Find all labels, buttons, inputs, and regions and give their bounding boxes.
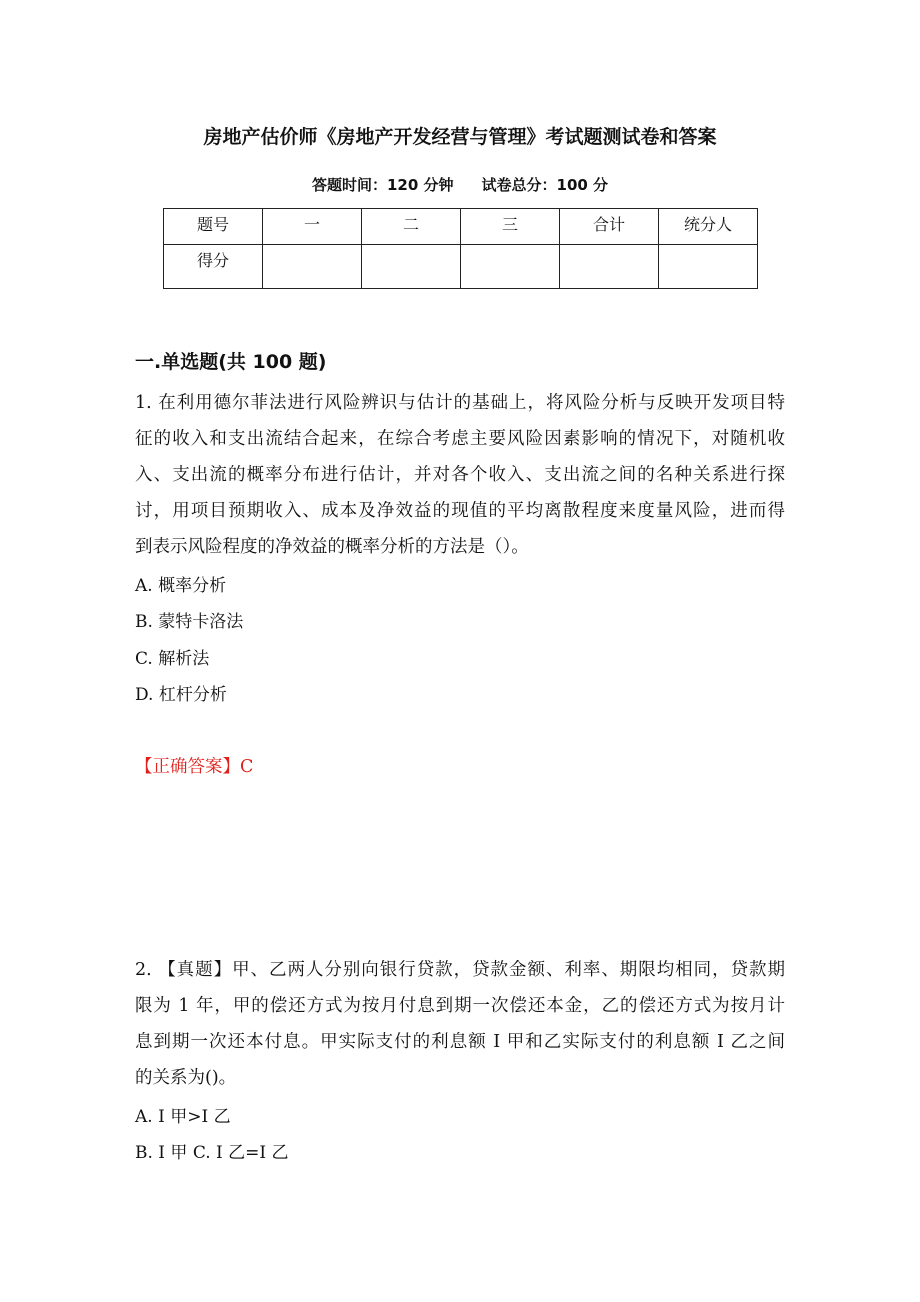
document-title: 房地产估价师《房地产开发经营与管理》考试题测试卷和答案	[203, 126, 717, 148]
table-header: 统分人	[659, 209, 758, 245]
row-label: 得分	[164, 245, 263, 289]
table-header: 二	[362, 209, 461, 245]
score-cell	[560, 245, 659, 289]
question-2-line: 限为 1 年，甲的偿还方式为按月付息到期一次偿还本金，乙的偿还方式为按月计	[135, 996, 785, 1016]
score-cell	[362, 245, 461, 289]
question-2-line: 的关系为()。	[135, 1068, 237, 1088]
score-cell	[659, 245, 758, 289]
question-2-line: 息到期一次还本付息。甲实际支付的利息额 I 甲和乙实际支付的利息额 I 乙之间	[135, 1032, 785, 1052]
exam-info	[0, 174, 920, 195]
score-cell	[461, 245, 560, 289]
option-b: B. I 甲 C. I 乙=I 乙	[135, 1143, 289, 1163]
option-a: A. I 甲>I 乙	[135, 1107, 231, 1127]
section-heading: 一.单选题(共 100 题)	[135, 351, 327, 373]
question-1-line: 1. 在利用德尔菲法进行风险辨识与估计的基础上，将风险分析与反映开发项目特	[135, 393, 785, 413]
option-b: B. 蒙特卡洛法	[135, 612, 244, 632]
exam-time: 答题时间：120 分钟	[311, 176, 454, 194]
table-header: 题号	[164, 209, 263, 245]
question-1-line: 征的收入和支出流结合起来，在综合考虑主要风险因素影响的情况下，对随机收	[135, 429, 785, 449]
option-d: D. 杠杆分析	[135, 685, 227, 705]
score-table	[163, 208, 758, 289]
table-header: 合计	[560, 209, 659, 245]
question-1-line: 讨，用项目预期收入、成本及净效益的现值的平均离散程度来度量风险，进而得	[135, 501, 785, 521]
option-a: A. 概率分析	[135, 576, 227, 596]
exam-total-score: 试卷总分：100 分	[481, 176, 609, 194]
score-cell	[263, 245, 362, 289]
table-header: 三	[461, 209, 560, 245]
question-1-line: 到表示风险程度的净效益的概率分析的方法是（）。	[135, 537, 529, 557]
option-c: C. 解析法	[135, 649, 210, 669]
question-2-line: 2. 【真题】甲、乙两人分别向银行贷款，贷款金额、利率、期限均相同，贷款期	[135, 960, 785, 980]
question-1-line: 入、支出流的概率分布进行估计，并对各个收入、支出流之间的名种关系进行探	[135, 465, 785, 485]
correct-answer: 【正确答案】C	[135, 757, 254, 777]
table-header: 一	[263, 209, 362, 245]
